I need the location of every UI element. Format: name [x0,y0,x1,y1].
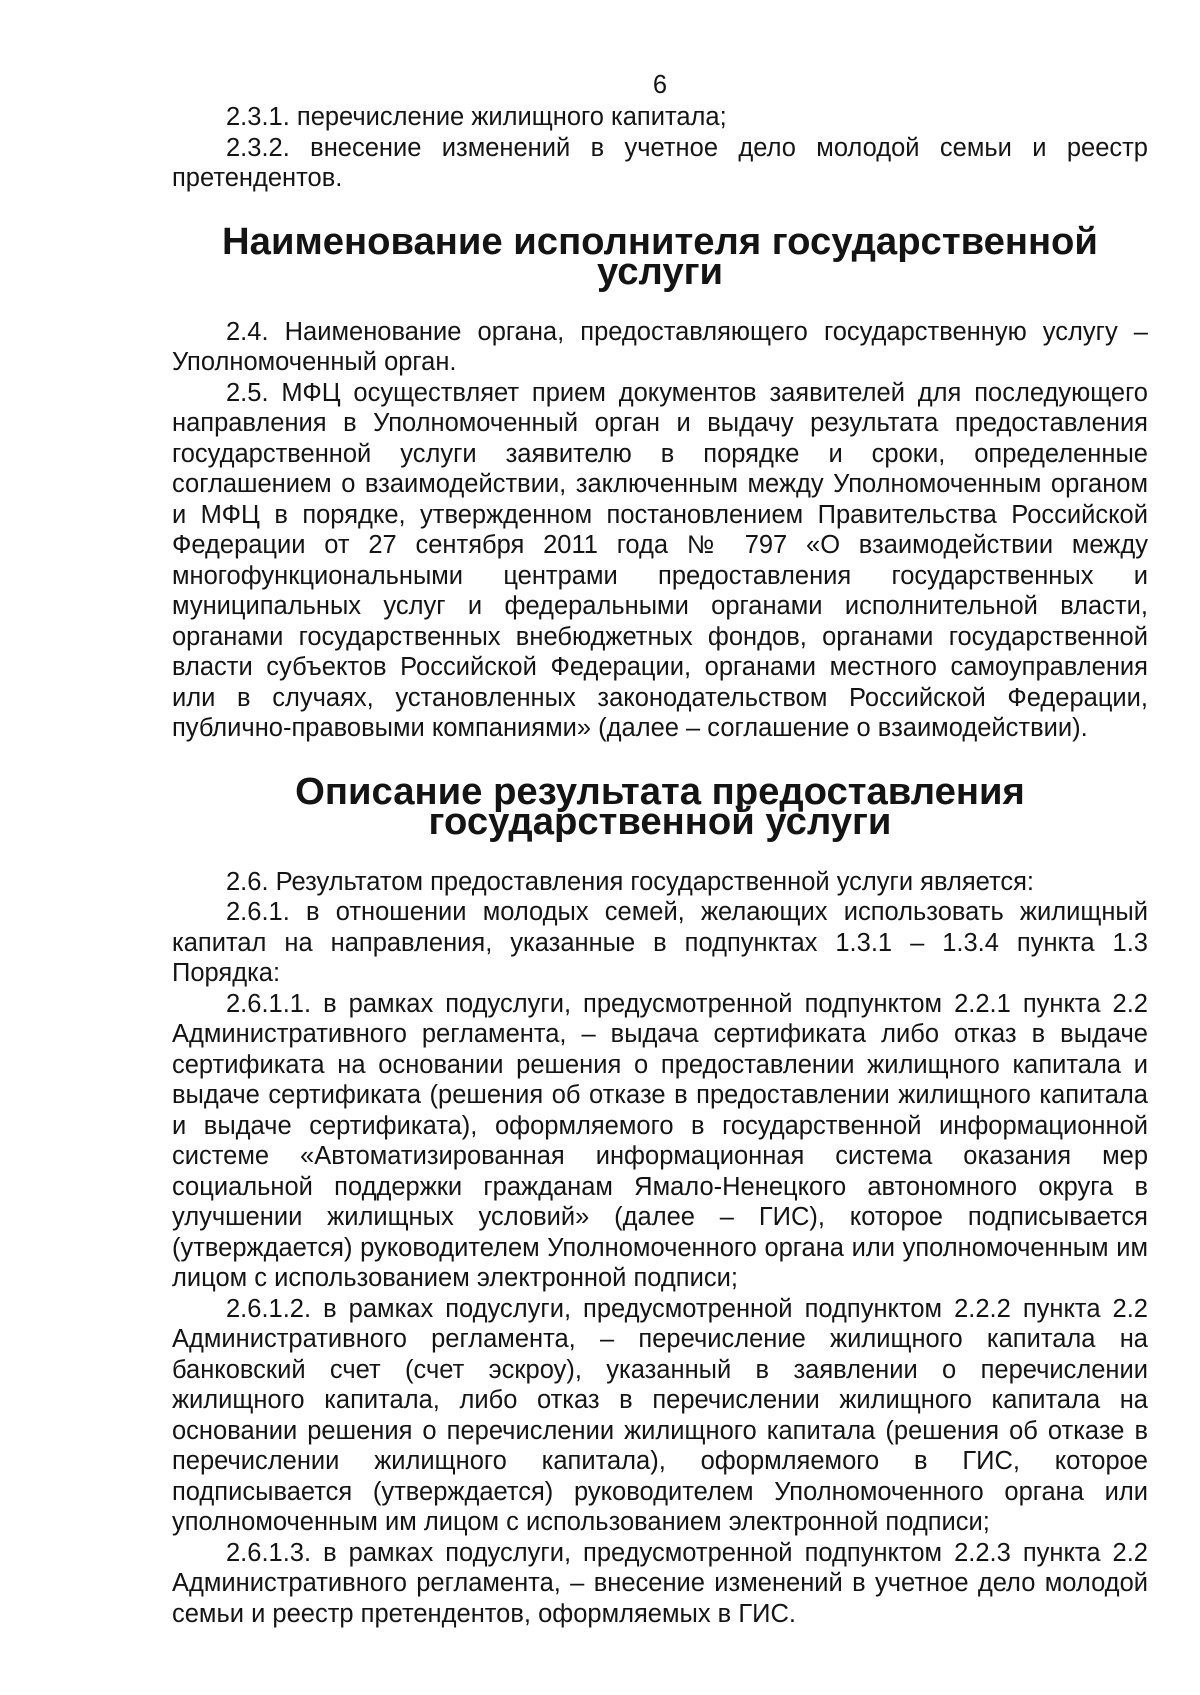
section-heading-result: Описание результата предоставления государственной услуги [295,769,1025,843]
paragraph-2-4: 2.4. Наименование органа, предоставляющего государственную услугу – Уполномоченный орган. [172,317,1148,376]
paragraph-2-6-1-3: 2.6.1.3. в рамках подуслуги, предусмотренной подпунктом 2.2.3 пункта 2.2 Административного регламента, – внесение изменений в учетное дело молодой семьи и реестр претендентов, оформляемых в ГИС. [172,1538,1148,1628]
paragraph-2-5: 2.5. МФЦ осуществляет прием документов заявителей для последующего направления в Уполномоченный орган и выдачу результата предоставления государственной услуги заявителю в порядке и сроки, определенные соглашением о взаимодействии, заключенным между Уполномоченным органом и МФЦ в порядке, утвержденном постановлением Правительства Российской Федерации от 27 сентября 2011 года № 797 «О взаимодействии между многофункциональными центрами предоставления государственных и муниципальных услуг и федеральными органами исполнительной власти, органами государственных внебюджетных фондов, органами государственной власти субъектов Российской Федерации, органами местного самоуправления или в случаях, установленных законодательством Российской Федерации, публично-правовыми компаниями» (далее – соглашение о взаимодействии). [172,378,1148,742]
paragraph-2-6-1-1: 2.6.1.1. в рамках подуслуги, предусмотренной подпунктом 2.2.1 пункта 2.2 Административного регламента, – выдача сертификата либо отказ в выдаче сертификата на основании решения о предоставлении жилищного капитала и выдаче сертификата (решения об отказе в предоставлении жилищного капитала и выдаче сертификата), оформляемого в государственной информационной системе «Автоматизированная информационная система оказания мер социальной поддержки гражданам Ямало-Ненецкого автономного округа в улучшении жилищных условий» (далее – ГИС), которое подписывается (утверждается) руководителем Уполномоченного органа или уполномоченным им лицом с использованием электронной подписи; [172,989,1148,1292]
paragraph-2-3-1: 2.3.1. перечисление жилищного капитала; [226,103,727,131]
paragraph-2-6-1-2: 2.6.1.2. в рамках подуслуги, предусмотренной подпунктом 2.2.2 пункта 2.2 Административного регламента, – перечисление жилищного капитала на банковский счет (счет эскроу), указанный в заявлении о перечислении жилищного капитала, либо отказ в перечислении жилищного капитала на основании решения о перечислении жилищного капитала (решения об отказе в перечислении жилищного капитала), оформляемого в ГИС, которое подписывается (утверждается) руководителем Уполномоченного органа или уполномоченным им лицом с использованием электронной подписи; [172,1294,1148,1536]
document-page [172,70,1148,1629]
paragraph-2-6-1: 2.6.1. в отношении молодых семей, желающих использовать жилищный капитал на направления, указанные в подпунктах 1.3.1 – 1.3.4 пункта 1.3 Порядка: [172,898,1148,987]
paragraph-2-3-2: 2.3.2. внесение изменений в учетное дело молодой семьи и реестр претендентов. [172,133,1148,192]
page-number: 6 [652,71,668,99]
section-heading-executor: Наименование исполнителя государственной услуги [222,219,1098,293]
paragraph-2-6: 2.6. Результатом предоставления государственной услуги является: [226,867,1035,896]
